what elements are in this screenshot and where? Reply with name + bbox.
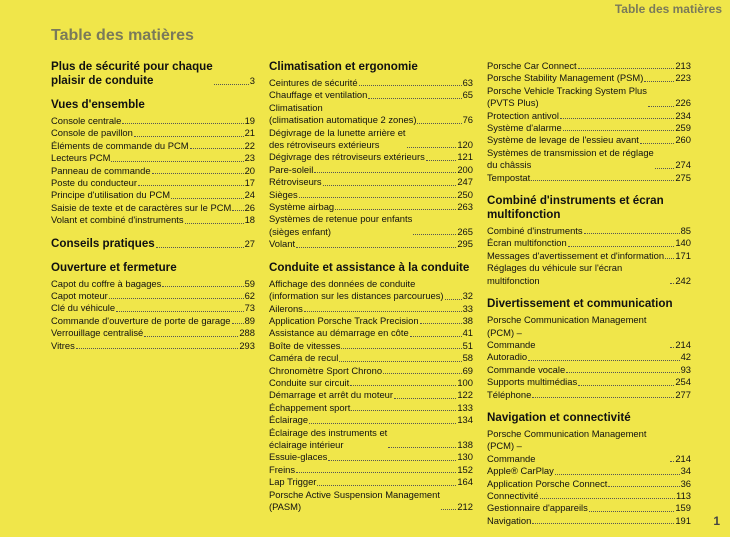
toc-section — [51, 98, 255, 227]
toc-entry-label: Supports multimédias — [487, 376, 578, 388]
toc-page-number: 263 — [457, 201, 473, 213]
dot-leader — [407, 147, 457, 148]
toc-page-number: 65 — [462, 89, 473, 101]
toc-entry-label: Chauffage et ventilation — [269, 89, 368, 101]
toc-entry[interactable] — [269, 352, 473, 364]
dot-leader — [383, 373, 461, 374]
toc-entry[interactable] — [269, 377, 473, 389]
dot-leader — [417, 123, 461, 124]
toc-page-number: 295 — [457, 238, 473, 250]
dot-leader — [589, 511, 675, 512]
toc-entry-label: Protection antivol — [487, 109, 559, 121]
dot-leader — [648, 106, 674, 107]
toc-entry[interactable] — [51, 290, 255, 302]
toc-page-number: 51 — [462, 339, 473, 351]
page-title: Table des matières — [51, 27, 194, 44]
toc-entry-label: Chronomètre Sport Chrono — [269, 364, 383, 376]
toc-entry[interactable] — [269, 476, 473, 488]
toc-page-number: 226 — [675, 97, 691, 109]
toc-entry[interactable] — [487, 72, 691, 84]
toc-entry[interactable] — [51, 214, 255, 226]
toc-entry-label: Clé du véhicule — [51, 302, 116, 314]
dot-leader — [232, 323, 244, 324]
toc-column-2 — [269, 60, 473, 523]
dot-leader — [76, 348, 239, 349]
toc-entry-label: Verrouillage centralisé — [51, 327, 144, 339]
dot-leader — [111, 161, 243, 162]
toc-entry[interactable] — [269, 176, 473, 188]
toc-entry-label: Rétroviseurs — [269, 176, 322, 188]
toc-page-number: 113 — [676, 489, 691, 501]
toc-page-number: 120 — [457, 139, 473, 151]
toc-entry[interactable] — [487, 364, 691, 376]
toc-entry-label: Ceintures de sécurité — [269, 77, 358, 88]
toc-entry[interactable] — [487, 122, 691, 134]
toc-entry[interactable] — [51, 315, 255, 327]
dot-leader — [608, 486, 679, 487]
toc-entry[interactable] — [269, 77, 473, 89]
dot-leader — [341, 348, 461, 349]
toc-entry-label: Éclairage des instruments et éclairage intérieur — [269, 426, 388, 450]
dot-leader — [339, 361, 461, 362]
dot-leader — [388, 447, 456, 448]
toc-entry-label: Saisie de texte et de caractères sur le PCM — [51, 201, 232, 213]
toc-entry-label: Tempostat — [487, 171, 531, 183]
toc-page-number: 122 — [457, 389, 473, 401]
toc-entry-label: Application Porsche Track Precision — [269, 314, 419, 326]
toc-page-number: 73 — [244, 302, 255, 314]
toc-section — [487, 194, 691, 287]
toc-entry-label: Éléments de commande du PCM — [51, 139, 189, 151]
toc-entry-label: Application Porsche Connect — [487, 477, 608, 489]
toc-page-number: 265 — [457, 225, 473, 237]
toc-entry-label: Porsche Car Connect — [487, 60, 577, 71]
toc-entry-label: Réglages du véhicule sur l'écran multifonction — [487, 262, 623, 286]
toc-entry-label: Systèmes de retenue pour enfants (sièges enfant) — [269, 213, 413, 237]
dot-leader — [644, 81, 674, 82]
toc-page-number: 59 — [244, 277, 255, 289]
toc-entry[interactable] — [51, 152, 255, 164]
toc-page-number: 171 — [675, 249, 691, 261]
toc-entry[interactable] — [269, 164, 473, 176]
dot-leader — [328, 460, 456, 461]
toc-entry-label: Poste du conducteur — [51, 177, 137, 189]
dot-leader — [185, 223, 244, 224]
dot-leader — [568, 246, 675, 247]
toc-entry[interactable] — [51, 165, 255, 177]
toc-entry-label: Capot moteur — [51, 290, 108, 302]
toc-page-number: 212 — [457, 501, 473, 512]
toc-entry[interactable] — [51, 327, 255, 339]
dot-leader — [445, 299, 462, 300]
toc-page-number: 17 — [244, 177, 255, 189]
toc-section — [269, 60, 473, 251]
toc-entry-label: Porsche Communication Management (PCM) – Commande — [487, 427, 647, 464]
toc-page-number: 63 — [462, 77, 473, 88]
dot-leader — [314, 172, 456, 173]
toc-page-number: 27 — [244, 237, 255, 249]
toc-entry-label: Autoradio — [487, 351, 528, 363]
toc-page-number: 38 — [462, 314, 473, 326]
toc-page-number: 34 — [680, 465, 691, 477]
dot-leader — [531, 180, 674, 181]
dot-leader — [540, 498, 675, 499]
toc-section — [487, 411, 691, 527]
toc-page-number: 36 — [680, 477, 691, 489]
toc-page-number: 19 — [244, 115, 255, 126]
toc-page-number: 288 — [239, 327, 255, 339]
toc-entry[interactable] — [269, 278, 473, 303]
toc-page-number: 62 — [244, 290, 255, 302]
toc-section — [51, 237, 255, 251]
toc-entry[interactable] — [51, 127, 255, 139]
toc-entry[interactable] — [269, 427, 473, 452]
toc-entry[interactable] — [269, 489, 473, 514]
toc-entry[interactable] — [269, 340, 473, 352]
toc-section-title: Conduite et assistance à la conduite — [269, 260, 470, 274]
dot-leader — [335, 209, 456, 210]
toc-section-title: Navigation et connectivité — [487, 410, 631, 424]
toc-page-number: 159 — [675, 502, 691, 514]
toc-page-number: 277 — [675, 388, 691, 400]
dot-leader — [410, 336, 462, 337]
toc-entry-label: Lecteurs PCM — [51, 152, 111, 164]
toc-entry-label: Porsche Communication Management (PCM) – Commande — [487, 314, 647, 350]
toc-entry[interactable] — [51, 340, 255, 352]
toc-entry[interactable] — [487, 60, 691, 72]
dot-leader — [528, 360, 679, 361]
toc-section-title: Ouverture et fermeture — [51, 260, 177, 274]
toc-entry-label: Messages d'avertissement et d'information — [487, 249, 665, 261]
toc-page-number: 293 — [239, 339, 255, 351]
toc-page-number: 41 — [462, 327, 473, 339]
dot-leader — [122, 123, 243, 124]
dot-leader — [566, 372, 679, 373]
toc-entry[interactable] — [487, 502, 691, 514]
toc-entry-label: Principe d'utilisation du PCM — [51, 189, 171, 201]
toc-entry[interactable] — [487, 351, 691, 363]
dot-leader — [640, 143, 674, 144]
toc-page-number: 259 — [675, 122, 691, 134]
toc-entry[interactable] — [51, 140, 255, 152]
toc-entry-label: Combiné d'instruments — [487, 225, 583, 237]
toc-column-1 — [51, 60, 255, 362]
toc-section-title: Conseils pratiques — [51, 236, 155, 250]
dot-leader — [670, 347, 674, 348]
dot-leader — [368, 98, 461, 99]
toc-entry[interactable] — [269, 327, 473, 339]
dot-leader — [394, 398, 456, 399]
toc-section-entry[interactable] — [51, 237, 255, 251]
toc-entry-label: Ailerons — [269, 302, 303, 314]
toc-entry-label: Système airbag — [269, 201, 335, 213]
dot-leader — [156, 247, 244, 248]
dot-leader — [171, 198, 244, 199]
toc-page-number: 24 — [244, 189, 255, 201]
dot-leader — [563, 130, 675, 131]
toc-entry[interactable] — [269, 89, 473, 101]
toc-entry[interactable] — [51, 278, 255, 290]
toc-section-title: Vues d'ensemble — [51, 98, 145, 111]
toc-column-3 — [487, 60, 691, 537]
toc-entry-label: Gestionnaire d'appareils — [487, 502, 588, 514]
toc-page-number: 21 — [244, 127, 255, 139]
toc-entry[interactable] — [487, 225, 691, 237]
dot-leader — [232, 210, 243, 211]
toc-entry[interactable] — [269, 402, 473, 414]
toc-entry-label: Commande d'ouverture de porte de garage — [51, 314, 231, 326]
toc-page-number: 134 — [457, 414, 473, 426]
toc-entry[interactable] — [487, 376, 691, 388]
toc-entry[interactable] — [51, 115, 255, 127]
toc-entry-label: Volant — [269, 238, 296, 250]
toc-entry-label: Démarrage et arrêt du moteur — [269, 389, 394, 401]
dot-leader — [317, 485, 456, 486]
toc-entry-label: Console centrale — [51, 115, 122, 126]
dot-leader — [162, 286, 243, 287]
toc-page-number: 33 — [462, 302, 473, 314]
toc-entry[interactable] — [487, 465, 691, 477]
toc-page-number: 18 — [244, 214, 255, 226]
page-number: 1 — [713, 514, 720, 528]
toc-page-number: 3 — [249, 75, 255, 86]
toc-entry-label: Système d'alarme — [487, 122, 562, 134]
dot-leader — [116, 311, 243, 312]
toc-section-title: Divertissement et communication — [487, 297, 673, 311]
toc-section-entry[interactable] — [51, 60, 255, 88]
toc-section — [487, 297, 691, 401]
toc-entry[interactable] — [487, 262, 691, 287]
toc-entry[interactable] — [487, 314, 691, 351]
toc-entry-label: Console de pavillon — [51, 127, 133, 139]
running-header-title: Table des matières — [614, 2, 722, 16]
toc-page-number: 138 — [457, 438, 473, 450]
toc-entry-label: Assistance au démarrage en côte — [269, 327, 409, 339]
toc-page-number: 260 — [675, 134, 691, 146]
toc-page-number: 58 — [462, 352, 473, 364]
dot-leader — [138, 185, 244, 186]
toc-entry-label: Apple® CarPlay — [487, 465, 554, 477]
toc-page-number: 242 — [675, 274, 691, 286]
toc-entry-label: Affichage des données de conduite (information sur les distances parcourues) — [269, 277, 444, 302]
toc-entry-label: Système de levage de l'essieu avant — [487, 134, 639, 146]
toc-page-number: 130 — [457, 451, 473, 463]
toc-entry[interactable] — [487, 85, 691, 110]
toc-entry[interactable] — [487, 428, 691, 465]
dot-leader — [441, 509, 456, 510]
toc-entry-label: Téléphone — [487, 388, 532, 400]
toc-entry-label: Volant et combiné d'instruments — [51, 214, 184, 226]
toc-page-number: 250 — [457, 188, 473, 200]
toc-page-number: 20 — [244, 164, 255, 176]
toc-entry[interactable] — [487, 515, 691, 527]
toc-entry-label: Climatisation (climatisation automatique 2 zones) — [269, 101, 417, 126]
dot-leader — [134, 136, 244, 137]
dot-leader — [665, 258, 674, 259]
toc-entry-label: Freins — [269, 463, 296, 475]
toc-entry[interactable] — [487, 478, 691, 490]
toc-entry[interactable] — [269, 365, 473, 377]
toc-entry[interactable] — [269, 151, 473, 163]
toc-page-number: 69 — [462, 364, 473, 376]
toc-entry[interactable] — [487, 389, 691, 401]
toc-page-number: 133 — [457, 401, 473, 413]
toc-entry-label: Pare-soleil — [269, 163, 314, 175]
toc-entry-label: Dégivrage des rétroviseurs extérieurs — [269, 151, 425, 163]
toc-entry-label: Systèmes de transmission et de réglage du châssis — [487, 146, 654, 171]
toc-entry[interactable] — [269, 189, 473, 201]
toc-section-title: Plus de sécurité pour chaque plaisir de conduite — [51, 60, 213, 87]
toc-entry-label: Porsche Stability Management (PSM) — [487, 72, 644, 84]
dot-leader — [420, 323, 462, 324]
dot-leader — [584, 233, 680, 234]
toc-page-number: 213 — [675, 60, 691, 71]
dot-leader — [670, 283, 674, 284]
toc-page-number: 42 — [680, 351, 691, 363]
toc-page-number: 32 — [462, 290, 473, 302]
toc-page-number: 121 — [457, 151, 473, 163]
toc-entry[interactable] — [269, 303, 473, 315]
toc-entry-label: Dégivrage de la lunette arrière et des rétroviseurs extérieurs — [269, 126, 406, 151]
toc-entry-label: Lap Trigger — [269, 476, 317, 488]
toc-entry-label: Caméra de recul — [269, 352, 339, 364]
toc-page-number: 76 — [462, 114, 473, 126]
dot-leader — [323, 185, 457, 186]
toc-entry[interactable] — [51, 189, 255, 201]
toc-page-number: 214 — [675, 452, 691, 464]
toc-entry-label: Sièges — [269, 188, 298, 200]
dot-leader — [578, 68, 675, 69]
toc-page-number: 23 — [244, 152, 255, 164]
dot-leader — [309, 423, 456, 424]
dot-leader — [190, 148, 244, 149]
toc-entry-label: Vitres — [51, 339, 75, 351]
toc-entry[interactable] — [269, 451, 473, 463]
dot-leader — [109, 298, 244, 299]
toc-entry[interactable] — [51, 302, 255, 314]
toc-page-number: 191 — [675, 514, 691, 526]
toc-entry[interactable] — [269, 414, 473, 426]
dot-leader — [304, 311, 462, 312]
dot-leader — [152, 173, 244, 174]
toc-page-number: 223 — [675, 72, 691, 84]
dot-leader — [426, 160, 457, 161]
toc-entry[interactable] — [269, 201, 473, 213]
dot-leader — [296, 247, 456, 248]
toc-entry-label: Essuie-glaces — [269, 451, 328, 463]
toc-page-number: 152 — [457, 463, 473, 475]
toc-page-number: 254 — [675, 376, 691, 388]
toc-section-title: Combiné d'instruments et écran multifonction — [487, 194, 664, 222]
toc-entry-label: Écran multifonction — [487, 237, 567, 249]
toc-page-number: 247 — [457, 176, 473, 188]
toc-entry-label: Commande vocale — [487, 363, 566, 375]
toc-entry[interactable] — [487, 110, 691, 122]
toc-entry-label: Navigation — [487, 514, 532, 526]
dot-leader — [578, 385, 674, 386]
toc-entry[interactable] — [51, 202, 255, 214]
toc-entry[interactable] — [269, 464, 473, 476]
toc-entry-label: Porsche Vehicle Tracking System Plus (PVTS Plus) — [487, 84, 647, 109]
toc-entry-label: Connectivité — [487, 489, 539, 501]
toc-entry[interactable] — [487, 250, 691, 262]
dot-leader — [560, 118, 674, 119]
toc-page-number: 214 — [675, 338, 691, 350]
dot-leader — [555, 474, 680, 475]
toc-page-number: 200 — [457, 163, 473, 175]
dot-leader — [214, 84, 249, 85]
dot-leader — [350, 385, 456, 386]
toc-page-number: 22 — [244, 139, 255, 151]
toc-entry[interactable] — [487, 147, 691, 172]
toc-entry[interactable] — [269, 102, 473, 127]
toc-entry-label: Capot du coffre à bagages — [51, 277, 162, 289]
toc-page-number: 234 — [675, 109, 691, 121]
toc-entry[interactable] — [487, 490, 691, 502]
toc-page-number: 164 — [457, 476, 473, 488]
dot-leader — [351, 410, 456, 411]
toc-section — [269, 261, 473, 514]
toc-page-number: 274 — [675, 159, 691, 171]
toc-entry[interactable] — [269, 315, 473, 327]
toc-entry[interactable] — [487, 134, 691, 146]
toc-page-number: 85 — [680, 225, 691, 237]
toc-entry[interactable] — [487, 237, 691, 249]
toc-entry[interactable] — [269, 213, 473, 238]
dot-leader — [359, 85, 462, 86]
toc-entry-label: Conduite sur circuit — [269, 376, 350, 388]
dot-leader — [532, 523, 674, 524]
dot-leader — [532, 397, 674, 398]
toc-page-number: 100 — [457, 376, 473, 388]
dot-leader — [413, 234, 456, 235]
dot-leader — [670, 461, 674, 462]
toc-entry-label: Porsche Active Suspension Management (PASM) — [269, 488, 440, 512]
dot-leader — [299, 197, 457, 198]
toc-page-number: 275 — [675, 171, 691, 183]
toc-section — [51, 261, 255, 352]
toc-entry-label: Éclairage — [269, 414, 309, 426]
toc-section-title: Climatisation et ergonomie — [269, 60, 418, 73]
toc-entry[interactable] — [51, 177, 255, 189]
dot-leader — [296, 472, 456, 473]
toc-page-number: 89 — [244, 314, 255, 326]
toc-entry[interactable] — [487, 172, 691, 184]
dot-leader — [144, 336, 238, 337]
toc-section — [487, 60, 691, 184]
toc-page-number: 93 — [680, 363, 691, 375]
toc-entry-label: Échappement sport — [269, 401, 351, 413]
toc-entry[interactable] — [269, 389, 473, 401]
toc-entry[interactable] — [269, 238, 473, 250]
toc-page-number: 26 — [244, 201, 255, 213]
dot-leader — [655, 168, 675, 169]
toc-entry-label: Boîte de vitesses — [269, 339, 341, 351]
toc-section — [51, 60, 255, 88]
toc-entry[interactable] — [269, 127, 473, 152]
toc-page-number: 140 — [675, 237, 691, 249]
toc-entry-label: Panneau de commande — [51, 164, 151, 176]
